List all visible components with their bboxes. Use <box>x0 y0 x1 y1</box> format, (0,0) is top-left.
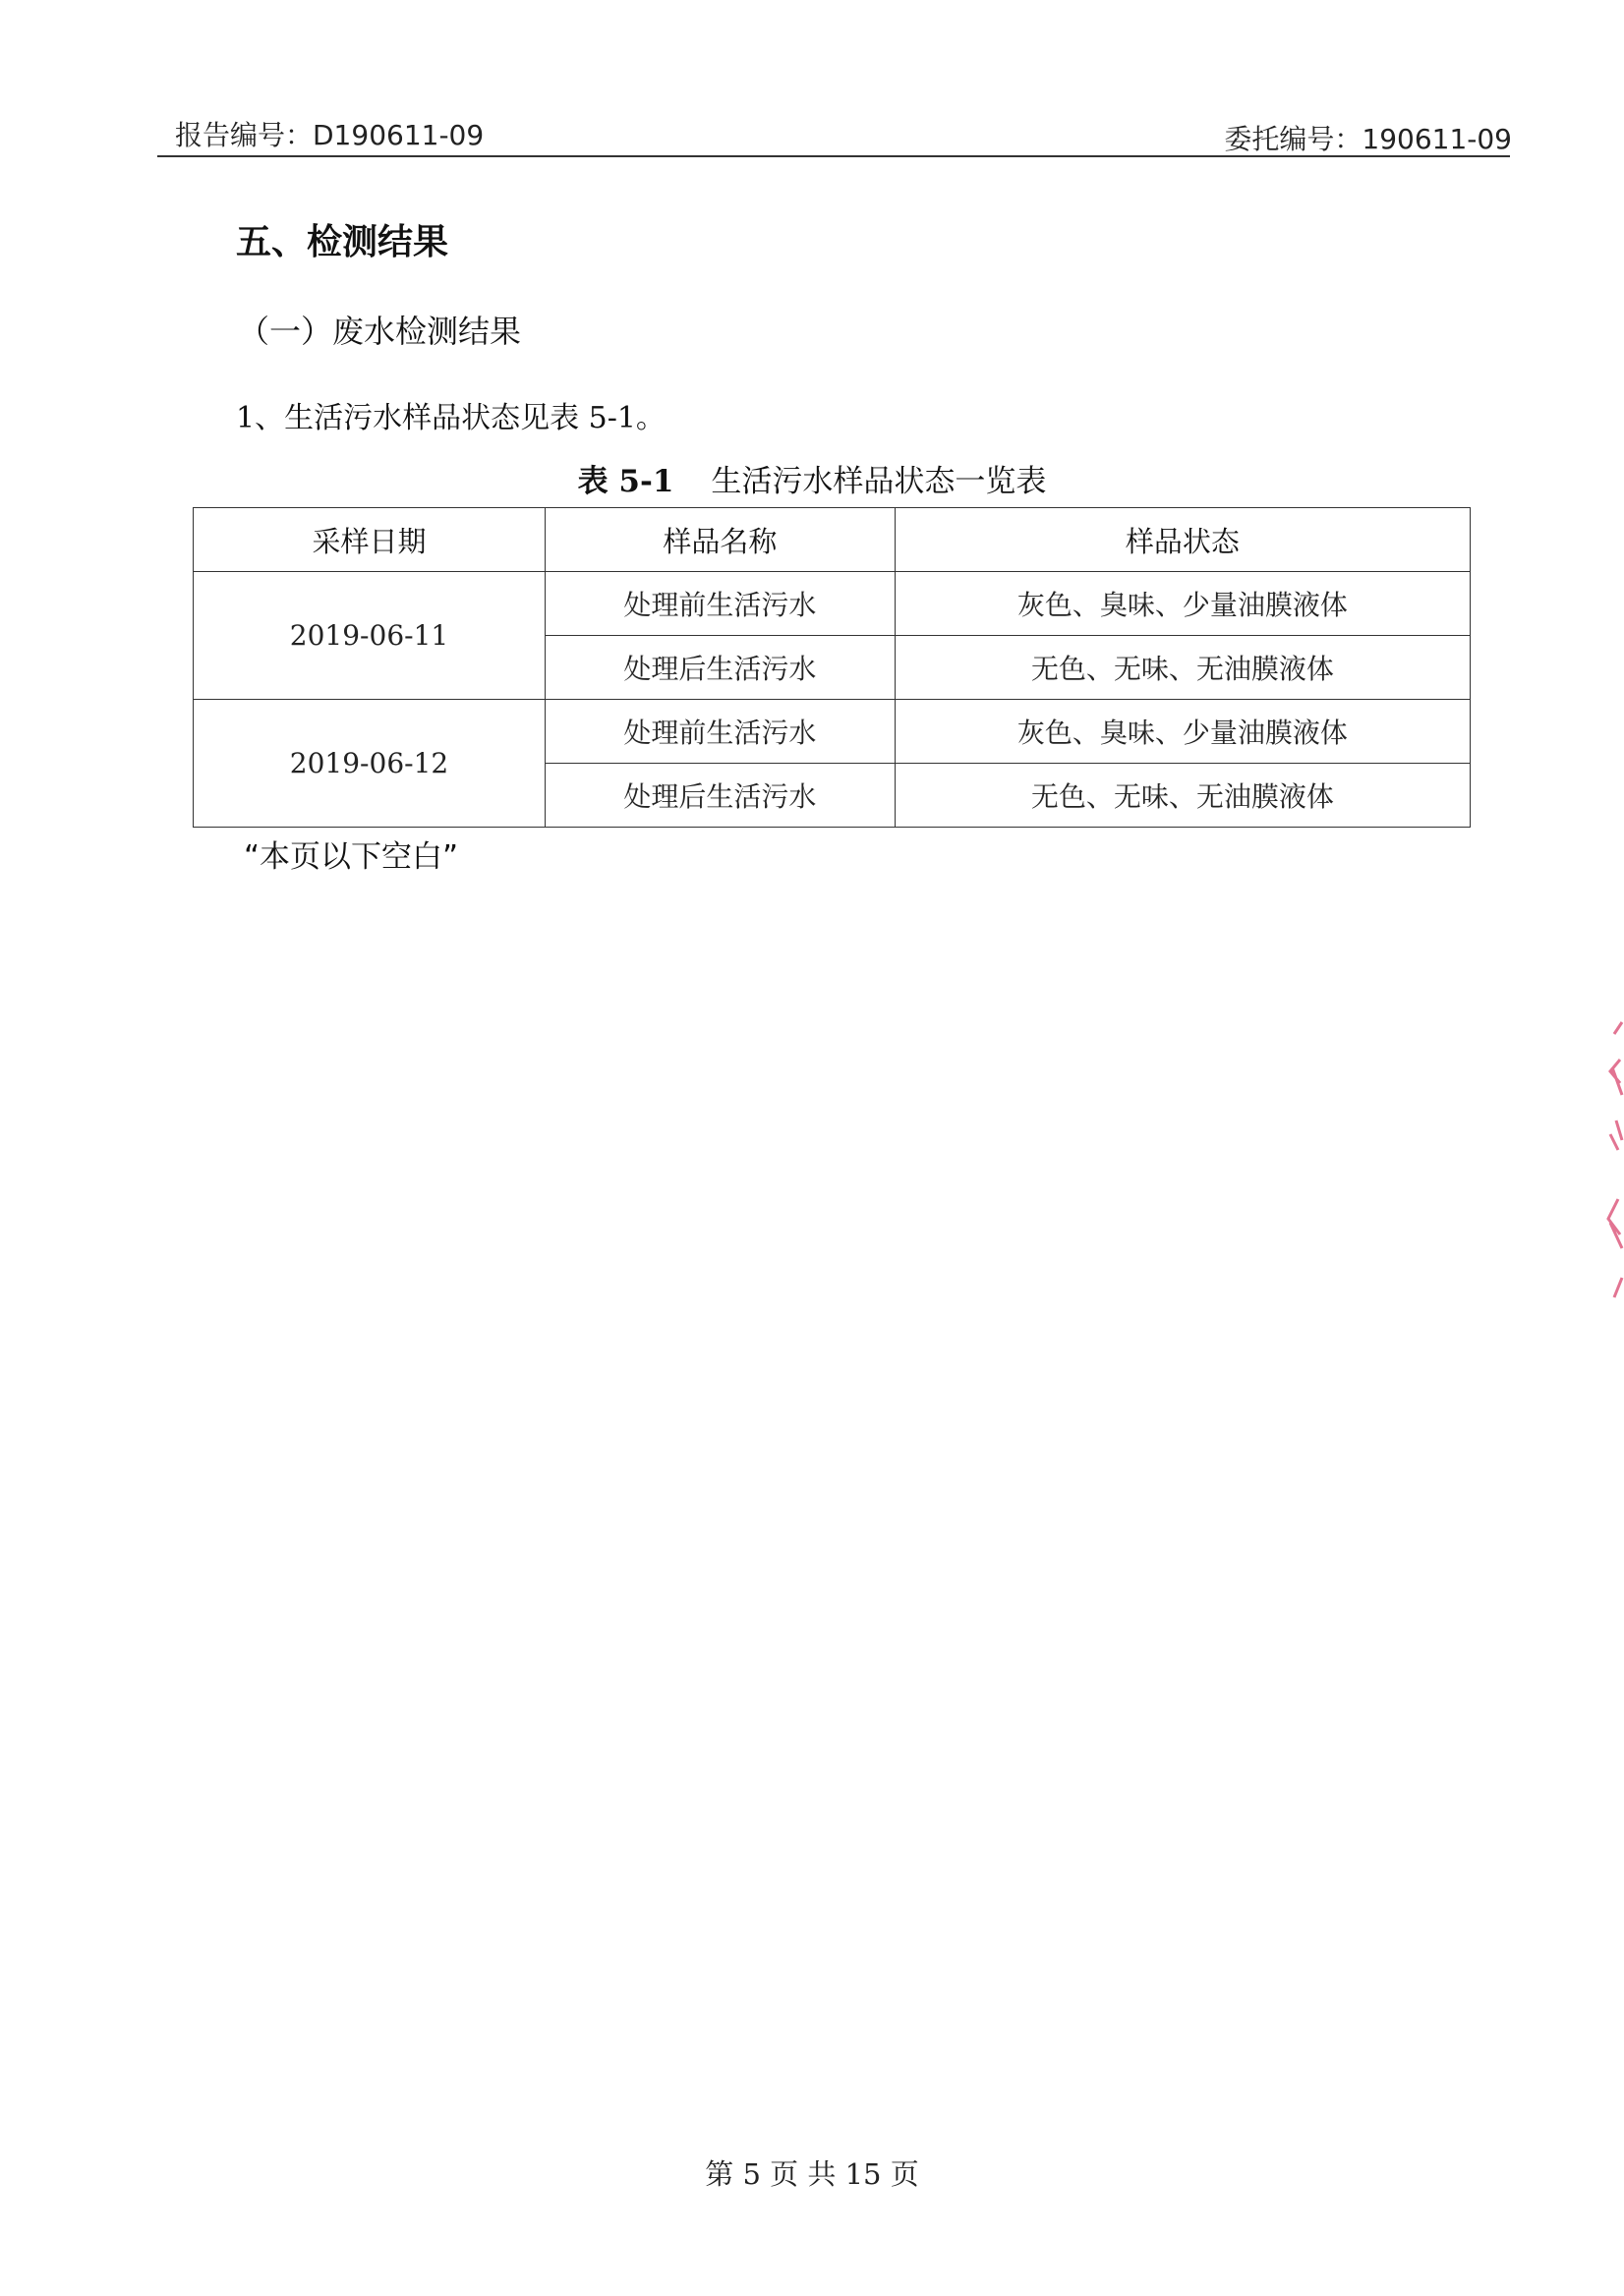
table-caption-title: 生活污水样品状态一览表 <box>711 464 1047 499</box>
section-title: 五、检测结果 <box>236 222 449 262</box>
header-divider <box>157 155 1510 157</box>
sample-state-cell: 灰色、臭味、少量油膜液体 <box>895 572 1470 636</box>
table-header-row <box>194 508 1471 572</box>
sample-name-cell: 处理后生活污水 <box>546 764 896 828</box>
stamp-stroke <box>1614 1022 1622 1034</box>
sample-state-cell: 无色、无味、无油膜液体 <box>895 636 1470 700</box>
entrust-number: 委托编号：190611-09 <box>1224 123 1512 155</box>
sample-status-table <box>193 507 1471 828</box>
stamp-stroke <box>1610 1060 1622 1095</box>
sampling-date-cell: 2019-06-11 <box>194 572 546 700</box>
table-caption-number: 表 5-1 <box>577 464 674 499</box>
sample-name-cell: 处理前生活污水 <box>546 572 896 636</box>
page-number-footer: 第 5 页 共 15 页 <box>705 2157 919 2191</box>
table-row <box>194 700 1471 764</box>
sampling-date-cell: 2019-06-12 <box>194 700 546 828</box>
sample-name-cell: 处理后生活污水 <box>546 636 896 700</box>
stamp-stroke <box>1608 1199 1622 1248</box>
header-sampling-date: 采样日期 <box>194 508 546 572</box>
stamp-stroke <box>1610 1120 1622 1150</box>
stamp-stroke <box>1614 1278 1622 1297</box>
blank-page-note: “本页以下空白” <box>244 839 459 875</box>
header-sample-state: 样品状态 <box>895 508 1470 572</box>
sample-state-cell: 灰色、臭味、少量油膜液体 <box>895 700 1470 764</box>
table-caption <box>0 456 1624 500</box>
subsection-title: （一）废水检测结果 <box>238 313 522 350</box>
item-text: 1、生活污水样品状态见表 5-1。 <box>236 401 666 435</box>
sample-name-cell: 处理前生活污水 <box>546 700 896 764</box>
sample-state-cell: 无色、无味、无油膜液体 <box>895 764 1470 828</box>
seal-stamp-fragment <box>1602 1012 1624 1307</box>
table-row <box>194 572 1471 636</box>
report-number: 报告编号：D190611-09 <box>175 119 485 151</box>
header-sample-name: 样品名称 <box>546 508 896 572</box>
